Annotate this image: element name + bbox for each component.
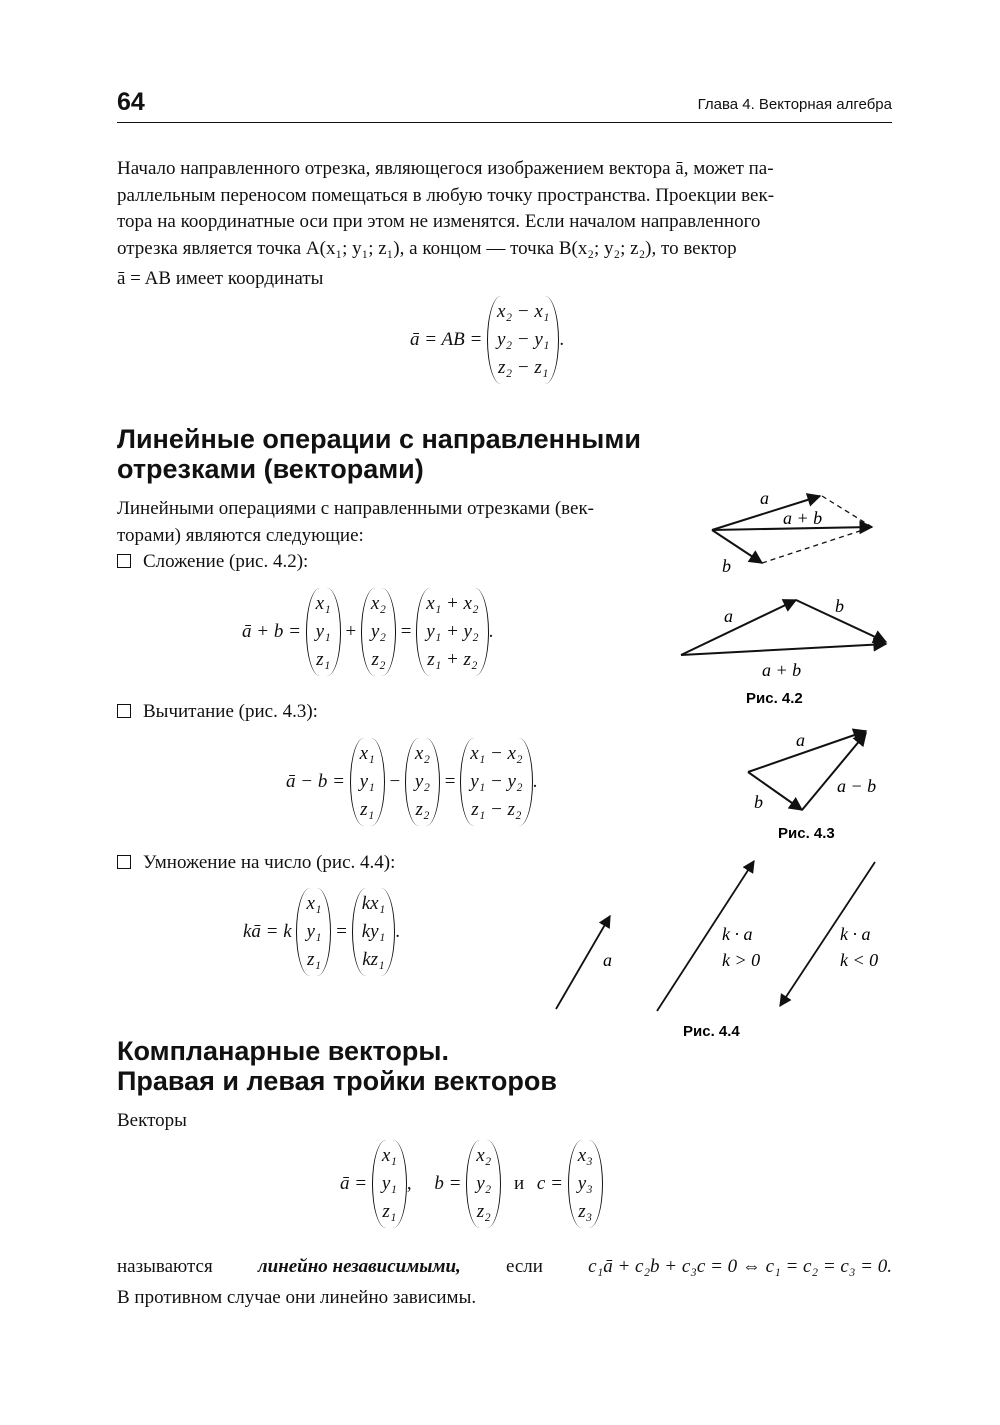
vector-entry: x₁ (306, 893, 322, 914)
label-k-negative: k < 0 (840, 950, 879, 970)
heading-line: Компланарные векторы. (117, 1036, 449, 1066)
vector-entry: y₂ (414, 771, 430, 792)
operator: + (345, 621, 357, 642)
vector-entry: y₁ (315, 621, 331, 642)
label-k-a: k · a (722, 924, 753, 944)
vector-entry: ky₁ (361, 921, 386, 942)
emphasis-text: линейно независимыми, (257, 1256, 461, 1277)
outro-line: В противном случае они линейно зависимы. (117, 1286, 477, 1308)
vector-entry: z₂ (371, 649, 386, 670)
outro-paragraph (117, 1254, 892, 1311)
vector-entry: x₁ (315, 593, 331, 614)
formula-lhs: ā − b = (286, 771, 345, 792)
vectors-intro: Векторы (117, 1110, 187, 1131)
vector-entry: z₃ (578, 1201, 593, 1222)
vector-entry: y₂ (370, 621, 386, 642)
column-vector (568, 1140, 603, 1228)
figure-caption: Рис. 4.2 (746, 690, 803, 707)
dashed-edge (762, 527, 872, 563)
label-k-a: k · a (840, 924, 871, 944)
figure-4-3 (748, 730, 876, 842)
figure-4-2-top (712, 488, 872, 576)
vector-a-arrow (556, 916, 610, 1009)
formula-lhs: ā = AB = (410, 329, 483, 350)
vector-entry: y₁ (359, 771, 375, 792)
vector-entry: z₂ − z₁ (498, 357, 549, 378)
bullet-label: Умножение на число (рис. 4.4): (143, 852, 396, 873)
operator: − (389, 771, 401, 792)
operator: = (400, 621, 412, 642)
label-a-plus-b: a + b (762, 660, 802, 680)
heading-line: Линейные операции с направленными (117, 424, 641, 454)
formula-lhs: ā = (340, 1173, 368, 1194)
vector-b-arrow (712, 530, 762, 563)
vector-entry: y₁ (306, 921, 322, 942)
label-a: a (603, 950, 612, 970)
vector-entry: kz₁ (362, 949, 385, 970)
formula-lhs: b = (434, 1173, 462, 1194)
formula-end: . (532, 771, 538, 792)
vector-entry: x₁ (381, 1145, 397, 1166)
label-b: b (835, 596, 844, 616)
intro-line: раллельным переносом помещаться в любую точку пространства. Проекции век- (117, 184, 775, 206)
vector-a-arrow (748, 731, 866, 772)
intro-line: Начало направленного отрезка, являющегося изображением вектора ā, может па- (117, 158, 774, 179)
outro-text: если (505, 1256, 543, 1277)
vector-entry: z₂ (476, 1201, 491, 1222)
vector-diff-arrow (802, 733, 866, 810)
vector-entry: y₂ − y₁ (497, 329, 550, 350)
label-a: a (796, 730, 805, 750)
formula-end: . (559, 329, 565, 350)
label-b: b (754, 792, 763, 812)
vector-entry: x₂ (476, 1145, 492, 1166)
formula-lhs: c = (536, 1173, 563, 1194)
intro-line: отрезка является точка A(x₁; y₁; z₁), а концом — точка B(x₂; y₂; z₂), то вектор (117, 237, 737, 259)
vector-entry: y₂ (476, 1173, 492, 1194)
page-number: 64 (117, 88, 145, 116)
figure-caption: Рис. 4.4 (683, 1023, 740, 1040)
vector-entry: x₂ (370, 593, 386, 614)
vector-entry: z₁ (382, 1201, 397, 1222)
intro-line: торами) являются следующие: (117, 524, 364, 546)
formula-end: . (395, 921, 400, 942)
heading-line: отрезками (векторами) (117, 454, 424, 484)
formula-end: . (488, 621, 494, 642)
vector-entry: z₁ (306, 949, 321, 970)
vector-entry: z₂ (415, 799, 430, 820)
vector-entry: kx₁ (361, 893, 386, 914)
dashed-edge (822, 496, 872, 527)
label-a-plus-b: a + b (783, 508, 823, 528)
vector-entry: z₁ − z₂ (471, 799, 522, 820)
vector-a-arrow (681, 600, 796, 655)
figure-4-2-bottom (681, 596, 886, 707)
label-b: b (722, 556, 731, 576)
operator: = (444, 771, 456, 792)
intro-line: ā = AB имеет координаты (117, 268, 324, 289)
formula-vectors-abc (340, 1140, 603, 1228)
separator: , (406, 1173, 412, 1194)
figure-caption: Рис. 4.3 (778, 825, 835, 842)
vector-entry: x₂ − x₁ (497, 301, 550, 322)
vector-entry: y₁ + y₂ (426, 621, 479, 642)
vector-sum-arrow (681, 644, 886, 655)
label-k-positive: k > 0 (722, 950, 761, 970)
operator: = (336, 921, 347, 942)
conjunction: и (514, 1173, 525, 1194)
independence-condition: c₁ā + c₂b + c₃c = 0 ⇔ c₁ = c₂ = c₃ = 0. (588, 1256, 892, 1277)
chapter-title: Глава 4. Векторная алгебра (697, 96, 892, 113)
vector-entry: x₁ (359, 743, 375, 764)
label-a: a (760, 488, 769, 508)
column-vector (466, 1140, 501, 1228)
label-a-minus-b: a − b (837, 776, 877, 796)
outro-line (117, 1254, 892, 1281)
section-heading-coplanar (117, 1036, 557, 1096)
formula-lhs: kā = k (243, 921, 292, 942)
vector-entry: y₁ (381, 1173, 397, 1194)
vector-entry: z₁ (360, 799, 375, 820)
intro-line: Линейными операциями с направленными отрезками (век- (117, 498, 595, 519)
vector-entry: x₃ (577, 1145, 593, 1166)
heading-line: Правая и левая тройки векторов (117, 1066, 557, 1096)
vector-entry: y₁ − y₂ (470, 771, 523, 792)
formula-lhs: ā + b = (242, 621, 301, 642)
column-vector (372, 1140, 407, 1228)
outro-text: называются (117, 1256, 213, 1277)
label-a: a (724, 606, 733, 626)
bullet-label: Вычитание (рис. 4.3): (143, 701, 318, 722)
vector-entry: x₂ (414, 743, 430, 764)
vector-entry: z₁ (316, 649, 331, 670)
vector-entry: z₁ + z₂ (427, 649, 478, 670)
intro-line: тора на координатные оси при этом не изменятся. Если началом направленного (117, 211, 761, 232)
vector-entry: x₁ + x₂ (426, 593, 479, 614)
figure-4-4 (556, 861, 878, 1040)
vector-entry: y₃ (577, 1173, 593, 1194)
bullet-label: Сложение (рис. 4.2): (143, 551, 309, 572)
vector-entry: x₁ − x₂ (470, 743, 523, 764)
